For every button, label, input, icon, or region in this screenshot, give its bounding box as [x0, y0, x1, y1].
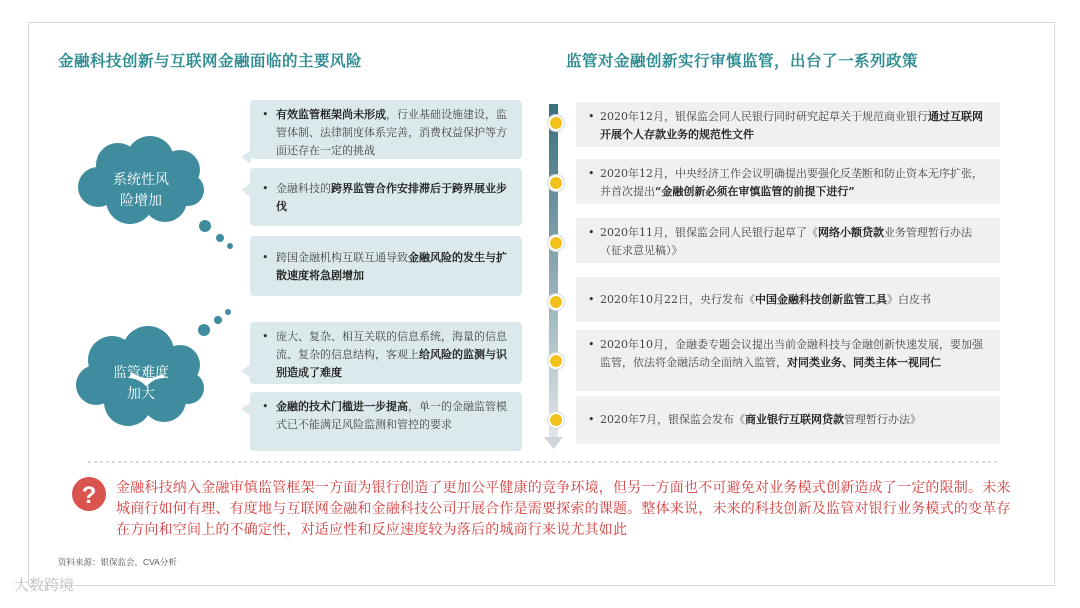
bubble-label-difficulty: [94, 363, 188, 405]
risk-text: 金融科技的: [276, 182, 331, 195]
bullet: •: [588, 293, 595, 306]
policy-bold: 商业银行互联网贷款: [745, 413, 844, 426]
bullet: •: [588, 110, 595, 123]
bubble-line: 加大: [127, 386, 155, 402]
policy-text: 管理暂行办法》: [844, 413, 921, 426]
policy-bold: 网络小额贷款: [818, 226, 884, 239]
risk-item: [250, 322, 522, 384]
policy-bold: 中国金融科技创新监管工具: [755, 293, 887, 306]
risk-text: ，行业基础设施建设，监管体制、法律制度体系完善，消费权益保护等方面还存在一定的挑战: [276, 108, 507, 157]
policy-bold: 通过互联网开展个人存款业务的规范性文件: [600, 110, 983, 141]
policy-text: 2020年12月，银保监会同人民银行同时研究起草关于规范商业银行: [600, 110, 928, 123]
risk-item: [250, 236, 522, 296]
risk-text: ，单一的金融监管模式已不能满足风险监测和管控的要求: [276, 400, 507, 431]
timeline-dot: [548, 294, 564, 310]
policy-item: [576, 396, 1000, 444]
risk-item: [250, 392, 522, 451]
risk-item: [250, 168, 522, 226]
policy-bold: “金融创新必须在审慎监管的前提下进行”: [655, 185, 855, 198]
watermark: 大数跨境: [14, 576, 75, 594]
policy-item: [576, 159, 1000, 204]
bullet: •: [588, 413, 595, 426]
bullet: •: [588, 338, 595, 351]
bullet: •: [262, 330, 269, 343]
pointer: [241, 364, 251, 378]
bullet: •: [262, 251, 269, 264]
policy-text: 2020年10月，金融委专题会议提出当前金融科技与金融创新快速发展，要加强监管，依法将金融活动全面纳入监管，: [600, 338, 983, 369]
risk-bold: 给风险的监测与识别造成了难度: [276, 348, 507, 379]
risk-bold: 有效监管框架尚未形成: [276, 108, 386, 121]
bullet: •: [588, 226, 595, 239]
left-section-title: 金融科技创新与互联网金融面临的主要风险: [58, 51, 363, 70]
right-section-title: 监管对金融创新实行审慎监管，出台了一系列政策: [566, 51, 919, 70]
policy-item: [576, 277, 1000, 322]
risk-bold: 跨界监管合作安排滞后于跨界展业步伐: [276, 182, 507, 213]
source-note: 资料来源：银保监会，CVA分析: [58, 557, 177, 567]
policy-text: 业务管理暂行办法（征求意见稿）》: [600, 226, 972, 257]
conclusion-text: 金融科技纳入金融审慎监管框架一方面为银行创造了更加公平健康的竞争环境，但另一方面也不可避免对业务模式创新造成了一定的限制。未来城商行如何有理、有度地与互联网金融和金融科技公司开展合作是需要探索的课题。整体来说，未来的科技创新及监管对银行业务模式的变革存在方向和空间上的不确定性，对适应性和反应速度较为落后的城商行来说尤其如此: [116, 480, 1011, 538]
timeline-bar: [549, 104, 558, 437]
pointer: [241, 402, 251, 416]
risk-item: [250, 100, 522, 159]
timeline-dot: [548, 175, 564, 191]
policy-item: [576, 218, 1000, 263]
risk-text: 庞大、复杂、相互关联的信息系统，海量的信息流、复杂的信息结构，客观上: [276, 330, 507, 361]
bubble-line: 监管难度: [113, 365, 169, 381]
bubble-line: 险增加: [120, 193, 162, 209]
svg-text:?: ?: [81, 482, 97, 509]
question-mark-icon: [72, 477, 106, 511]
risk-bold: 金融的技术门槛进一步提高: [276, 400, 408, 413]
pointer: [241, 183, 251, 197]
timeline-dot: [548, 412, 564, 428]
policy-text: 2020年11月，银保监会同人民银行起草了《: [600, 226, 818, 239]
bubble-line: 系统性风: [113, 172, 169, 188]
policy-text: 2020年12月，中央经济工作会议明确提出要强化反垄断和防止资本无序扩张，并首次提出: [600, 167, 983, 198]
bullet: •: [262, 108, 269, 121]
policy-item: [576, 102, 1000, 147]
policy-text: 2020年10月22日，央行发布《: [600, 293, 755, 306]
policy-text: 》白皮书: [887, 293, 931, 306]
bullet: •: [588, 167, 595, 180]
pointer: [241, 150, 251, 164]
bullet: •: [262, 182, 269, 195]
risk-text: 跨国金融机构互联互通导致: [276, 251, 408, 264]
risk-bold: 金融风险的发生与扩散速度将急剧增加: [276, 251, 507, 282]
policy-item: [576, 330, 1000, 391]
bullet: •: [262, 400, 269, 413]
policy-bold: 对同类业务、同类主体一视同仁: [787, 356, 941, 369]
timeline-arrow: [544, 437, 563, 449]
policy-text: 2020年7月，银保监会发布《: [600, 413, 745, 426]
timeline-dot: [548, 235, 564, 251]
bubble-label-systemic: [96, 170, 186, 212]
timeline-dot: [548, 353, 564, 369]
timeline-dot: [548, 115, 564, 131]
